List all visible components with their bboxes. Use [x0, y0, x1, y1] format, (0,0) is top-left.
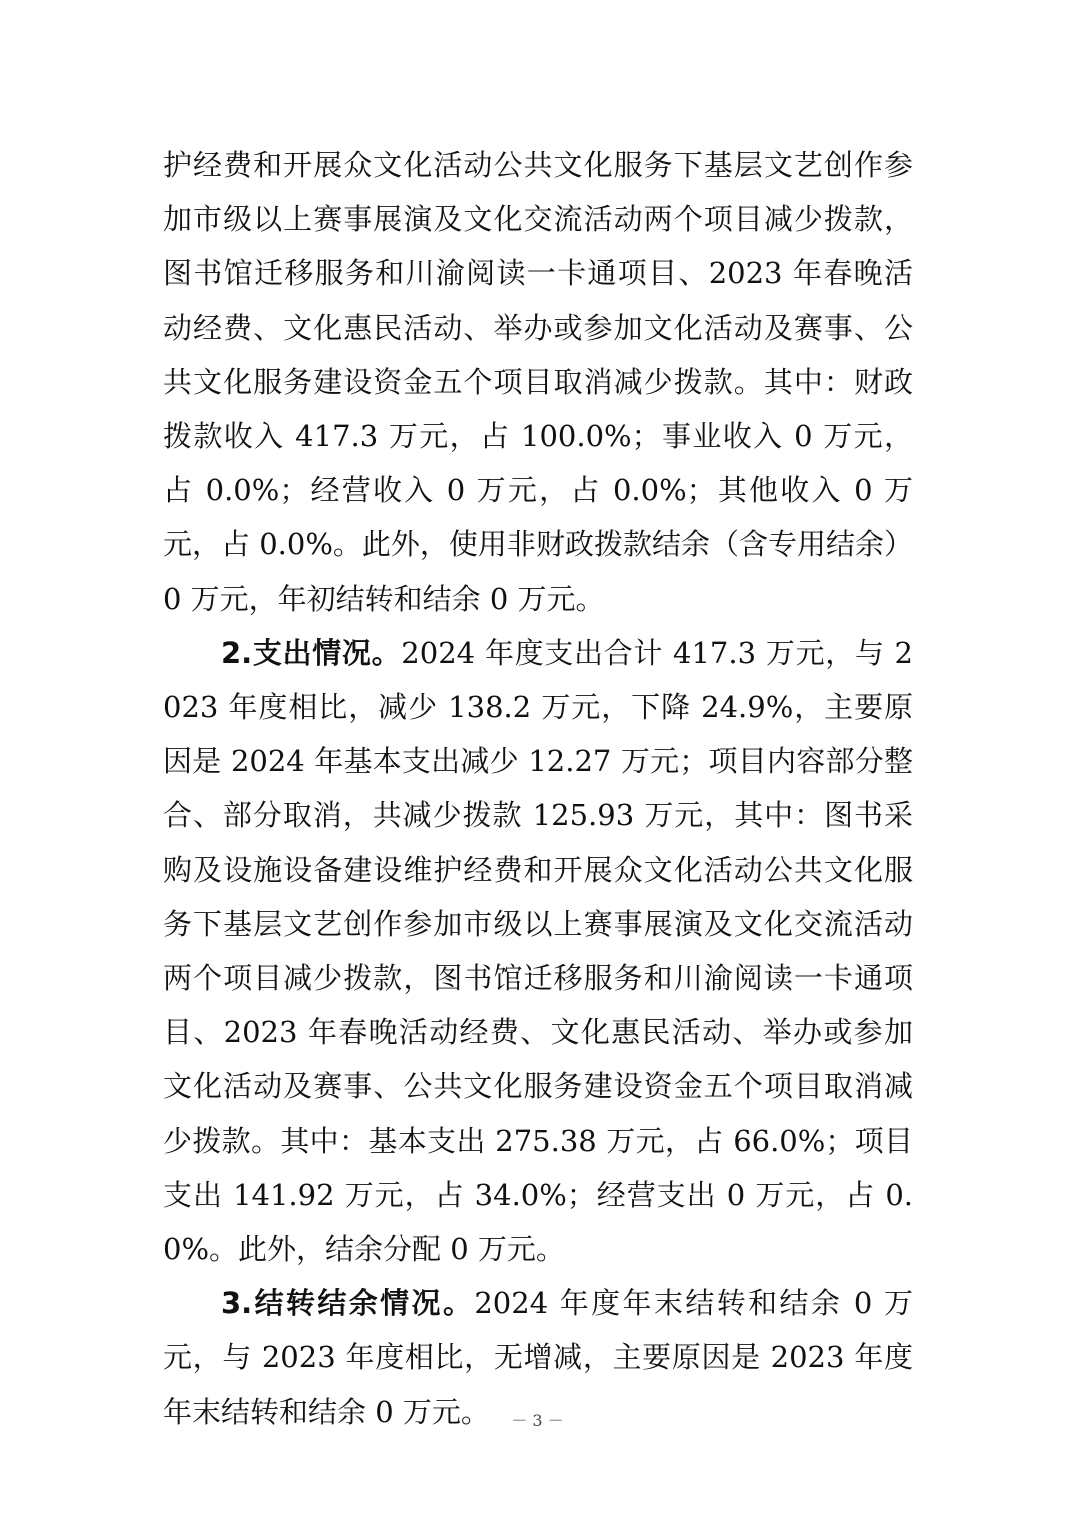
section-heading-carryover: 3.结转结余情况。 [221, 1286, 475, 1321]
paragraph-income-continuation [163, 138, 913, 626]
page-number: － 3 － [511, 1411, 564, 1430]
section-heading-expenditure: 2.支出情况。 [221, 635, 402, 670]
paragraph-expenditure [163, 626, 913, 1276]
paragraph-text: 2024 年度支出合计 417.3 万元，与 2023 年度相比，减少 138.2 万元，下降 24.9%，主要原因是 2024 年基本支出减少 12.27 万元；项目内容部分整合、部分取消，共减少拨款 125.93 万元，其中：图书采购及设施设备建设维护经费和开展众文化活动公共文化服务下基层文艺创作参加市级以上赛事展演及文化交流活动两个项目减少拨款，图书馆迁移服务和川渝阅读一卡通项目、2023 年春晚活动经费、文化惠民活动、举办或参加文化活动及赛事、公共文化服务建设资金五个项目取消减少拨款。其中：基本支出 275.38 万元，占 66.0%；项目支出 141.92 万元，占 34.0%；经营支出 0 万元，占 0.0%。此外，结余分配 0 万元。 [163, 635, 913, 1267]
document-body [163, 138, 913, 1439]
paragraph-text: 2024 年度年末结转和结余 0 万元，与 2023 年度相比，无增减，主要原因是 2023 年度年末结转和结余 0 万元。 [163, 1286, 913, 1429]
paragraph-text: 护经费和开展众文化活动公共文化服务下基层文艺创作参加市级以上赛事展演及文化交流活动两个项目减少拨款，图书馆迁移服务和川渝阅读一卡通项目、2023 年春晚活动经费、文化惠民活动、举办或参加文化活动及赛事、公共文化服务建设资金五个项目取消减少拨款。其中：财政拨款收入 417.3 万元，占 100.0%；事业收入 0 万元，占 0.0%；经营收入 0 万元，占 0.0%；其他收入 0 万元，占 0.0%。此外，使用非财政拨款结余（含专用结余）0 万元，年初结转和结余 0 万元。 [163, 148, 913, 616]
